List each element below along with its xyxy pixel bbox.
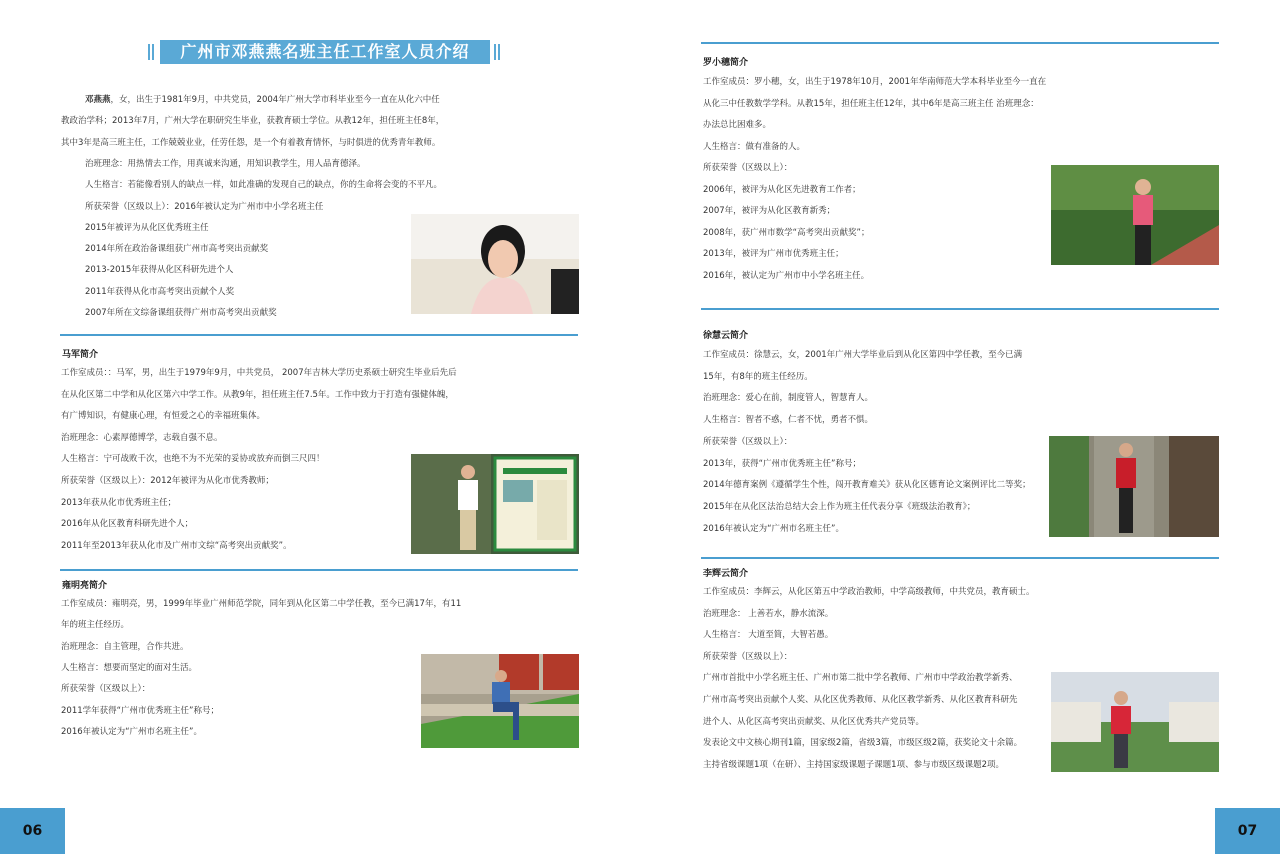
guo-line: 年的班主任经历。 <box>61 620 130 631</box>
deng-line: 教政治学科；2013年7月，广州大学在职研究生毕业，获教育硕士学位。从教12年，担任班主任8年， <box>61 116 445 127</box>
xu-line: 2013年，获得“广州市优秀班主任”称号； <box>703 458 861 469</box>
deng-line: 治班理念：用热情去工作，用真诚来沟通，用知识教学生，用人品育德泽。 <box>85 158 366 169</box>
luo-line: 工作室成员：罗小穗，女，出生于1978年10月，2001年华南师范大学本科毕业至今一直在 <box>703 77 1047 87</box>
li-line: 发表论文中文核心期刊1篇，国家级2篇，省级3篇，市级区级2篇，获奖论文十余篇。 <box>703 738 1023 749</box>
guo-line: 治班理念：自主管理，合作共进。 <box>61 641 189 652</box>
ma-line: 工作室成员：：马军，男，出生于1979年9月，中共党员， 2007年吉林大学历史系硕士研究生毕业后先后 <box>61 368 457 378</box>
li-line: 广州市首批中小学名班主任、广州市第二批中学名教师、广州市中学政治教学新秀、 <box>703 673 1018 684</box>
deng-line: 2014年所在政治备课组获广州市高考突出贡献奖 <box>85 244 269 255</box>
guo-heading: 雍明亮简介 <box>62 581 108 591</box>
ma-line: 2013年获从化市优秀班主任； <box>61 497 177 508</box>
divider <box>701 42 1219 44</box>
xu-line: 2014年德育案例《遵循学生个性，闯开教育难关》获从化区德育论文案例评比二等奖； <box>703 480 1031 491</box>
xu-line: 2015年在从化区法治总结大会上作为班主任代表分享《班级法治教育》； <box>703 501 976 512</box>
guo-line: 人生格言：想要而坚定的面对生活。 <box>61 662 198 673</box>
li-line: 广州市高考突出贡献个人奖、从化区优秀教师、从化区教学新秀、从化区教育科研先 <box>703 695 1018 705</box>
deng-line: 2015年被评为从化区优秀班主任 <box>85 222 209 233</box>
guo-line: 2016年被认定为“广州市名班主任”。 <box>61 726 202 737</box>
page-number-left: 06 <box>0 808 65 854</box>
xu-line: 所获荣誉（区级以上）： <box>703 436 793 447</box>
luo-line: 所获荣誉（区级以上）： <box>703 163 793 173</box>
li-line: 工作室成员：李辉云，从化区第五中学政治教师，中学高级教师，中共党员，教育硕士。 <box>703 587 1035 597</box>
page-title: 广州市邓燕燕名班主任工作室人员介绍 <box>160 40 490 64</box>
li-photo <box>1051 672 1219 772</box>
luo-line: 从化三中任教数学学科。从教15年，担任班主任12年，其中6年是高三班主任 治班理念： <box>703 98 1039 109</box>
page-number-right: 07 <box>1215 808 1280 854</box>
luo-line: 2008年，获广州市数学“高考突出贡献奖”； <box>703 227 870 238</box>
ma-heading: 马军简介 <box>62 350 99 360</box>
luo-heading: 罗小穗简介 <box>703 58 749 68</box>
li-line: 进个人、从化区高考突出贡献奖、从化区优秀共产党员等。 <box>703 716 925 727</box>
luo-line: 2013年，被评为广州市优秀班主任； <box>703 249 844 259</box>
guo-line: 2011学年获得“广州市优秀班主任”称号； <box>61 705 219 716</box>
ma-photo <box>411 454 579 554</box>
ma-line: 人生格言：宁可战败千次，也绝不为不光荣的妥协或放弃而倒三尺四！ <box>61 454 325 465</box>
xu-line: 2016年被认定为“广州市名班主任”。 <box>703 523 844 534</box>
divider <box>701 308 1219 310</box>
li-line: 所获荣誉（区级以上）： <box>703 651 793 662</box>
deng-line: 2011年获得从化市高考突出贡献个人奖 <box>85 286 235 297</box>
luo-photo <box>1051 165 1219 265</box>
deng-photo <box>411 214 579 314</box>
luo-line: 办法总比困难多。 <box>703 120 772 130</box>
deng-line: 邓燕燕，女，出生于1981年9月，中共党员，2004年广州大学市科毕业至今一直在从化六中任 <box>85 95 440 105</box>
xu-line: 治班理念：爱心在前，制度管人，智慧育人。 <box>703 393 874 404</box>
deng-line: 2007年所在文综备课组获得广州市高考突出贡献奖 <box>85 308 277 318</box>
guo-photo <box>421 654 579 748</box>
guo-line: 工作室成员：雍明亮，男，1999年毕业广州师范学院，同年到从化区第二中学任教，至今已满17年，有11 <box>61 599 462 609</box>
luo-line: 2016年，被认定为广州市中小学名班主任。 <box>703 270 870 281</box>
luo-line: 2006年，被评为从化区先进教育工作者； <box>703 184 861 195</box>
divider <box>701 557 1219 559</box>
luo-line: 2007年，被评为从化区教育新秀； <box>703 206 836 216</box>
li-line: 主持省级课题1项（在研）、主持国家级课题子课题1项、参与市级区级课题2项。 <box>703 759 1004 770</box>
li-line: 人生格言： 大道至简，大智若愚。 <box>703 630 834 641</box>
ma-line: 2016年从化区教育科研先进个人； <box>61 519 194 530</box>
deng-line: 其中3年是高三班主任，工作兢兢业业，任劳任怨，是一个有着教育情怀，与时俱进的优秀青年教师。 <box>61 137 441 148</box>
xu-line: 人生格言：智者不惑，仁者不忧，勇者不惧。 <box>703 415 874 426</box>
ma-line: 有广博知识，有健康心理，有恒爱之心的幸福班集体。 <box>61 411 266 422</box>
deng-line: 人生格言：若能像看别人的缺点一样，如此准确的发现自己的缺点，你的生命将会变的不平凡。 <box>85 180 443 191</box>
ma-line: 治班理念：心素厚德博学，志载自强不息。 <box>61 432 223 443</box>
xu-photo <box>1049 436 1219 537</box>
deng-line: 所获荣誉（区级以上）：2016年被认定为广州市中小学名班主任 <box>85 201 324 212</box>
xu-line: 工作室成员：徐慧云，女，2001年广州大学毕业后到从化区第四中学任教，至今已满 <box>703 350 1023 360</box>
divider <box>60 569 578 571</box>
li-line: 治班理念： 上善若水，静水流深。 <box>703 608 834 619</box>
ma-line: 2011年至2013年获从化市及广州市文综“高考突出贡献奖”。 <box>61 540 292 551</box>
xu-heading: 徐慧云简介 <box>703 331 749 341</box>
guo-line: 所获荣誉（区级以上）： <box>61 684 151 695</box>
xu-line: 15年，有8年的班主任经历。 <box>703 371 813 382</box>
li-heading: 李辉云简介 <box>703 569 749 579</box>
ma-line: 在从化区第二中学和从化区第六中学工作。从教9年，担任班主任7.5年。工作中致力于打造有强健体魄， <box>61 389 454 400</box>
divider <box>60 334 578 336</box>
deng-line: 2013-2015年获得从化区科研先进个人 <box>85 265 234 276</box>
luo-line: 人生格言：做有准备的人。 <box>703 141 806 152</box>
ma-line: 所获荣誉（区级以上）：2012年被评为从化市优秀教师； <box>61 476 274 486</box>
